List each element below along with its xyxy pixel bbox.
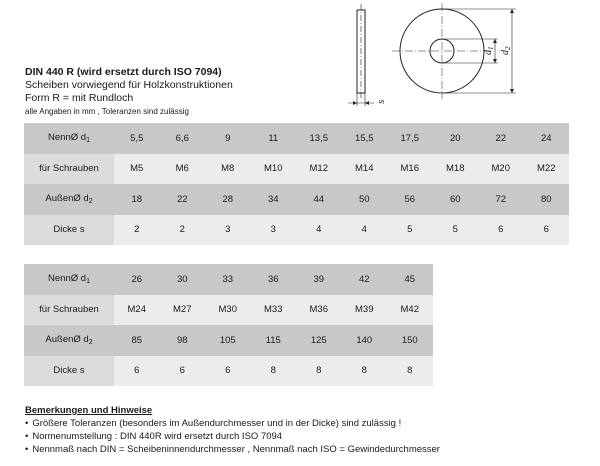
row-screw-size xyxy=(24,295,433,326)
table-cell: 85 xyxy=(114,325,160,356)
table-cell: 60 xyxy=(433,184,479,215)
table-cell: 28 xyxy=(205,184,251,215)
front-view xyxy=(392,3,516,99)
document-subtitle: Scheiben vorwiegend für Holzkonstruktionen xyxy=(25,79,233,91)
table-cell: M27 xyxy=(160,295,206,326)
table-cell: 22 xyxy=(478,123,524,154)
table-cell: 4 xyxy=(342,215,388,246)
table-cell: 30 xyxy=(160,264,206,295)
remarks-section xyxy=(25,404,595,456)
row-label: Dicke s xyxy=(24,215,114,246)
table-cell: 26 xyxy=(114,264,160,295)
table-cell: M6 xyxy=(160,154,206,185)
table-cell: 24 xyxy=(524,123,570,154)
table-cell: M42 xyxy=(387,295,433,326)
label-d2: $d_2$ xyxy=(500,46,512,55)
table-cell: M5 xyxy=(114,154,160,185)
table-cell: 18 xyxy=(114,184,160,215)
remark-item: • Nennmaß nach DIN = Scheibeninnendurchmesser , Nennmaß nach ISO = Gewindedurchmesser xyxy=(25,443,595,456)
washer-drawing xyxy=(340,0,600,115)
remark-item: • Größere Toleranzen (besonders im Außendurchmesser und in der Dicke) sind zulässig ! xyxy=(25,417,595,430)
table-cell: M24 xyxy=(114,295,160,326)
table-cell: 8 xyxy=(387,356,433,387)
table-cell: M8 xyxy=(205,154,251,185)
row-label: AußenØ $d_2$ xyxy=(24,325,114,356)
table-cell: 150 xyxy=(387,325,433,356)
table-cell: 45 xyxy=(387,264,433,295)
table-cell: 17,5 xyxy=(387,123,433,154)
remark-item: • Normenumstellung : DIN 440R wird ersetzt durch ISO 7094 xyxy=(25,430,595,443)
row-thickness xyxy=(24,356,433,387)
spec-table-2 xyxy=(24,264,433,386)
table-cell: M18 xyxy=(433,154,479,185)
table-cell: 42 xyxy=(342,264,388,295)
row-screw-size xyxy=(24,154,569,185)
table-cell: 6 xyxy=(205,356,251,387)
table-cell: 5 xyxy=(387,215,433,246)
table-cell: 9 xyxy=(205,123,251,154)
table-cell: M22 xyxy=(524,154,570,185)
label-s: s xyxy=(375,99,387,104)
row-label: Dicke s xyxy=(24,356,114,387)
table-cell: 20 xyxy=(433,123,479,154)
table-cell: 6 xyxy=(114,356,160,387)
table-cell: M39 xyxy=(342,295,388,326)
table-cell: M20 xyxy=(478,154,524,185)
row-outer-diameter xyxy=(24,325,433,356)
table-cell: M16 xyxy=(387,154,433,185)
table-cell: M14 xyxy=(342,154,388,185)
table-cell: 44 xyxy=(296,184,342,215)
table-cell: 115 xyxy=(251,325,297,356)
table-cell: 5 xyxy=(433,215,479,246)
table-cell: 3 xyxy=(205,215,251,246)
table-cell: 13,5 xyxy=(296,123,342,154)
row-label: für Schrauben xyxy=(24,154,114,185)
table-cell: 72 xyxy=(478,184,524,215)
table-cell: 2 xyxy=(160,215,206,246)
label-d1: $d_1$ xyxy=(483,46,495,55)
row-nominal-diameter xyxy=(24,123,569,154)
table-cell: 5,5 xyxy=(114,123,160,154)
table-cell: 8 xyxy=(251,356,297,387)
table-cell: 36 xyxy=(251,264,297,295)
table-cell: M33 xyxy=(251,295,297,326)
table-cell: 56 xyxy=(387,184,433,215)
remarks-heading: Bemerkungen und Hinweise xyxy=(25,405,153,416)
table-cell: 39 xyxy=(296,264,342,295)
table-cell: 34 xyxy=(251,184,297,215)
table-cell: 8 xyxy=(342,356,388,387)
table-cell: M30 xyxy=(205,295,251,326)
title-block xyxy=(25,66,345,117)
table-cell: 6,6 xyxy=(160,123,206,154)
spec-table-1 xyxy=(24,123,569,245)
table-cell: 4 xyxy=(296,215,342,246)
table-cell: M12 xyxy=(296,154,342,185)
table-cell: 3 xyxy=(251,215,297,246)
table-cell: 33 xyxy=(205,264,251,295)
document-title: DIN 440 R (wird ersetzt durch ISO 7094) xyxy=(25,66,222,78)
row-label: für Schrauben xyxy=(24,295,114,326)
side-view xyxy=(348,4,374,106)
table-cell: 6 xyxy=(160,356,206,387)
table-cell: 50 xyxy=(342,184,388,215)
table-cell: 11 xyxy=(251,123,297,154)
table-cell: 98 xyxy=(160,325,206,356)
table-cell: 22 xyxy=(160,184,206,215)
table-cell: 8 xyxy=(296,356,342,387)
table-cell: 140 xyxy=(342,325,388,356)
table-cell: 125 xyxy=(296,325,342,356)
table-cell: 6 xyxy=(524,215,570,246)
table-cell: 105 xyxy=(205,325,251,356)
row-label: NennØ $d_1$ xyxy=(24,264,114,295)
row-nominal-diameter xyxy=(24,264,433,295)
row-label: AußenØ $d_2$ xyxy=(24,184,114,215)
table-cell: 2 xyxy=(114,215,160,246)
remarks-list xyxy=(25,417,595,456)
form-description: Form R = mit Rundloch xyxy=(25,92,134,104)
table-cell: M10 xyxy=(251,154,297,185)
row-thickness xyxy=(24,215,569,246)
row-outer-diameter xyxy=(24,184,569,215)
table-cell: M36 xyxy=(296,295,342,326)
table-cell: 15,5 xyxy=(342,123,388,154)
table-cell: 6 xyxy=(478,215,524,246)
row-label: NennØ $d_1$ xyxy=(24,123,114,154)
units-note: alle Angaben in mm , Toleranzen sind zulässig xyxy=(25,107,189,116)
table-cell: 80 xyxy=(524,184,570,215)
